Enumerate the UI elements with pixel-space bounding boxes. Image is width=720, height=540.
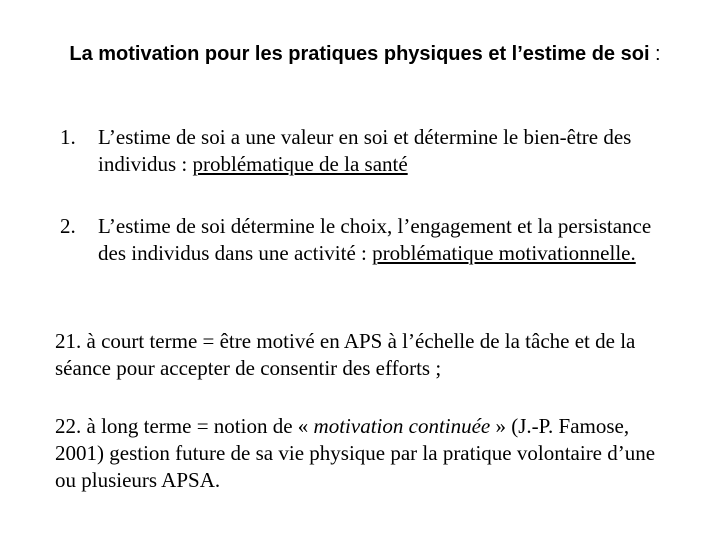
list-item-body: L’estime de soi a une valeur en soi et détermine le bien-être des individus :	[98, 125, 632, 176]
list-item-text	[98, 213, 680, 267]
sub-item-italic: motivation continuée	[313, 414, 491, 438]
list-item-1	[60, 124, 680, 178]
sub-item-text: 21. à court terme = être motivé en APS à l’échelle de la tâche et de la séance pour accepter de consentir des efforts ;	[55, 329, 636, 380]
list-item-text	[98, 124, 680, 178]
list-item-number: 2.	[60, 214, 76, 238]
list-item-2	[60, 213, 680, 267]
slide-title	[60, 40, 670, 68]
list-item-number: 1.	[60, 125, 76, 149]
sub-item-before: 22. à long terme = notion de «	[55, 414, 314, 438]
sub-item-21	[55, 328, 680, 382]
list-item-underlined: problématique motivationnelle.	[372, 241, 636, 265]
sub-item-after: » (J.-P. Famose, 2001) gestion future de sa vie physique par la pratique volontaire d’une ou plusieurs APSA.	[55, 414, 656, 492]
slide-title-main: La motivation pour les pratiques physiques et l’estime de soi	[69, 43, 650, 65]
sub-item-22	[55, 413, 680, 494]
list-item-underlined: problématique de la santé	[192, 152, 408, 176]
slide-title-suffix: :	[649, 43, 661, 65]
list-item-body: L’estime de soi détermine le choix, l’engagement et la persistance des individus dans une activité :	[98, 214, 652, 265]
